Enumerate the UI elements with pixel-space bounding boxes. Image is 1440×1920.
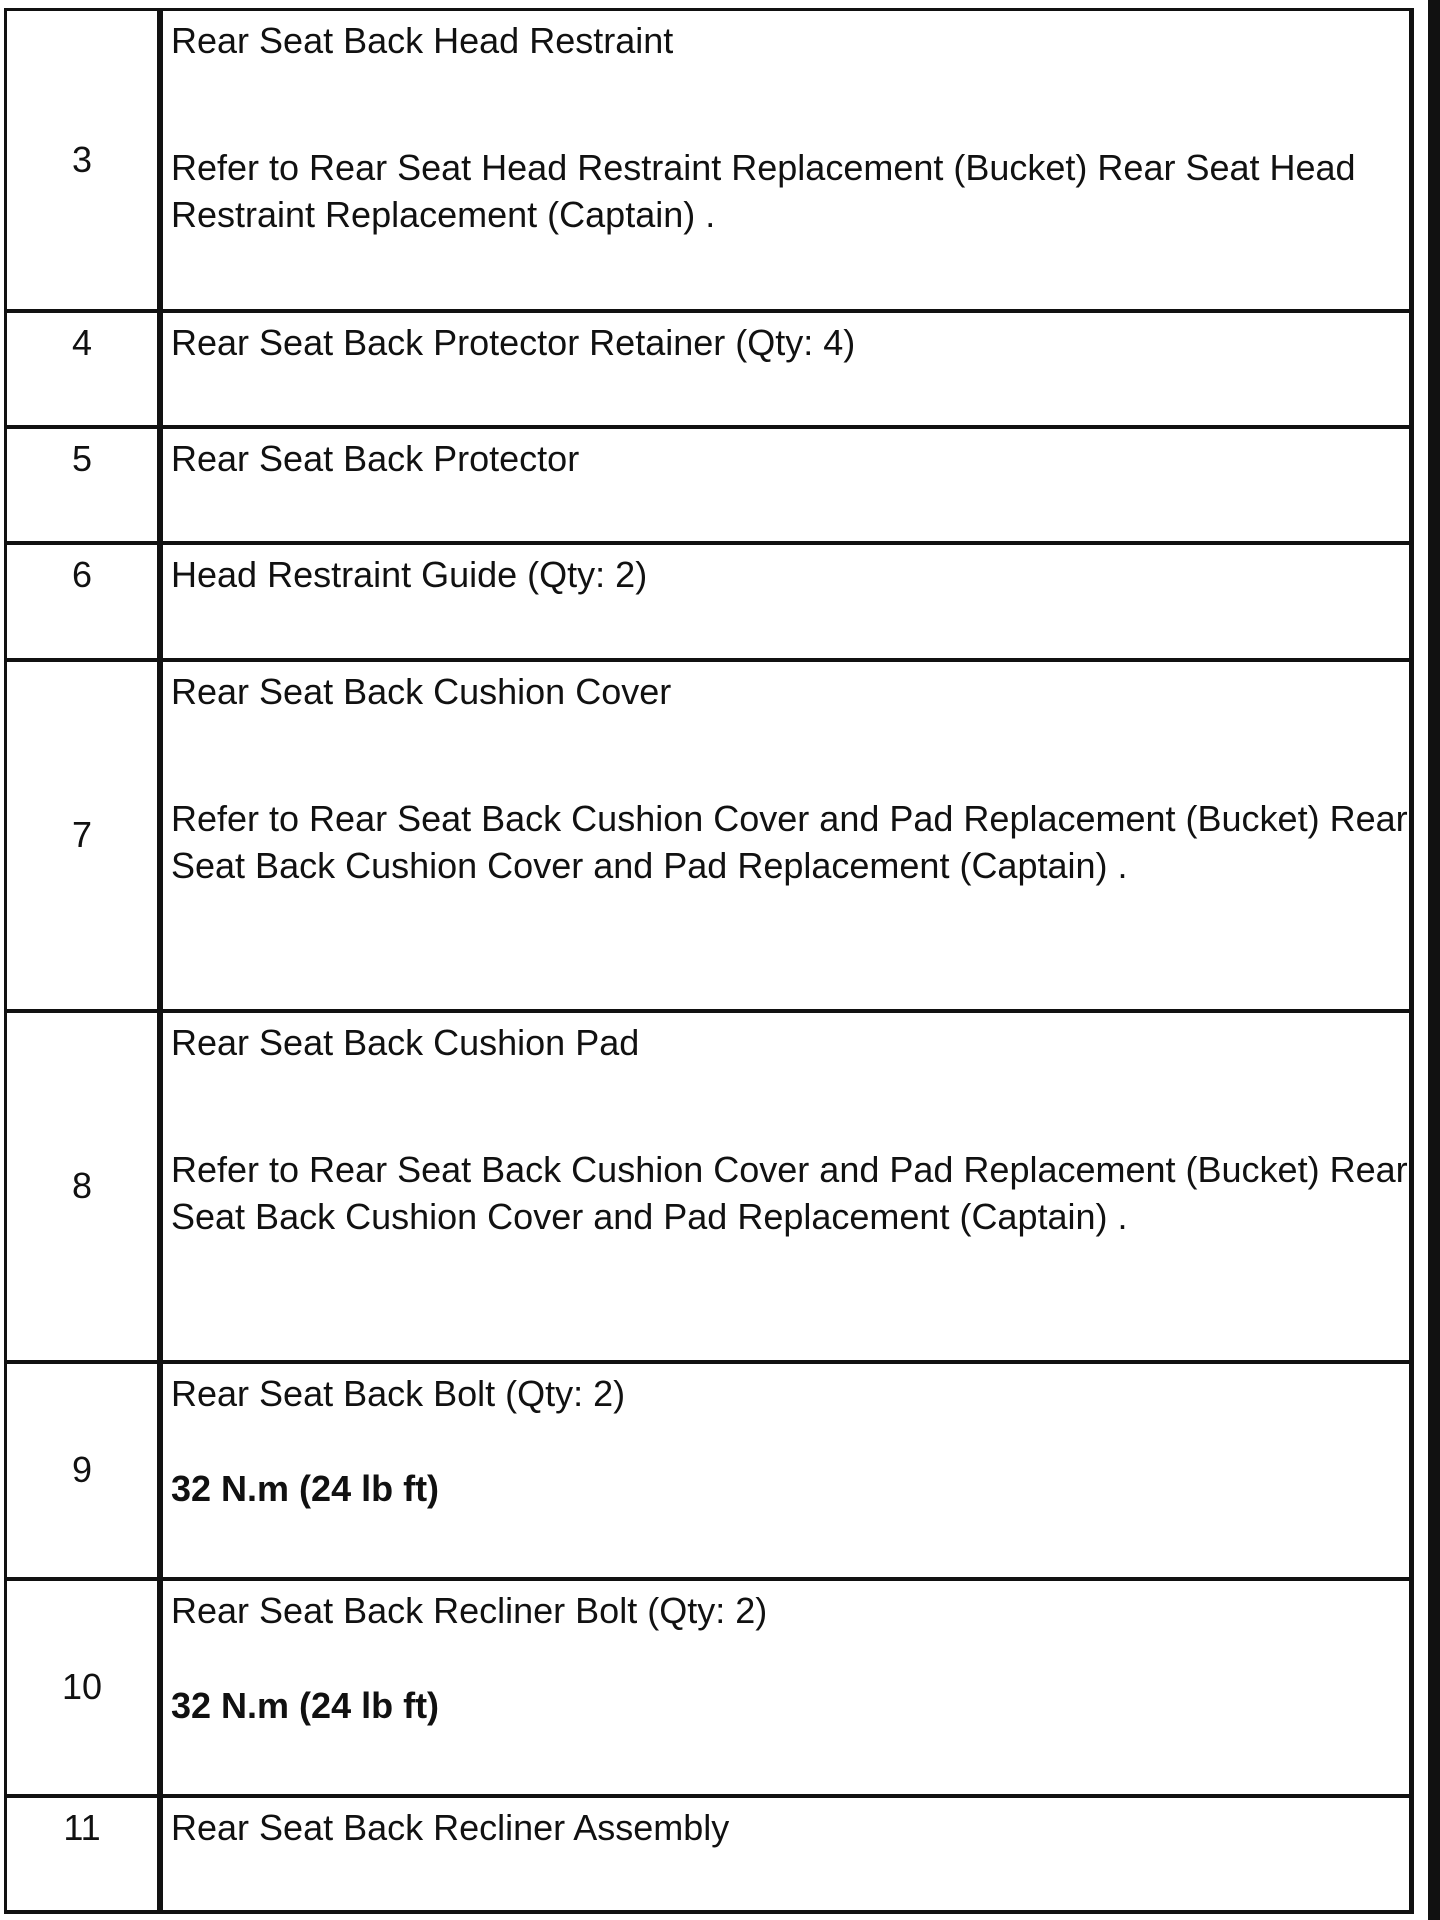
item-number: 4 bbox=[6, 311, 161, 427]
item-note: Refer to Rear Seat Head Restraint Replacement (Bucket) Rear Seat Head Restraint Replacement (Captain) . bbox=[171, 147, 1356, 235]
table-row bbox=[6, 311, 1412, 427]
item-title: Rear Seat Back Protector Retainer (Qty: 4) bbox=[171, 321, 856, 363]
table-row bbox=[6, 1011, 1412, 1362]
table-row bbox=[6, 1796, 1412, 1912]
parts-table bbox=[4, 8, 1414, 1914]
item-number: 8 bbox=[6, 1011, 161, 1362]
item-description bbox=[160, 10, 1412, 311]
item-number: 11 bbox=[6, 1796, 161, 1912]
table-row bbox=[6, 1579, 1412, 1796]
item-note: Refer to Rear Seat Back Cushion Cover and Pad Replacement (Bucket) Rear Seat Back Cushion Cover and Pad Replacement (Captain) . bbox=[171, 797, 1408, 886]
item-title: Rear Seat Back Bolt (Qty: 2) bbox=[171, 1373, 626, 1415]
item-title: Rear Seat Back Cushion Cover bbox=[171, 670, 672, 712]
page-edge-bar bbox=[1428, 0, 1440, 1920]
item-title: Head Restraint Guide (Qty: 2) bbox=[171, 554, 648, 596]
item-title: Rear Seat Back Head Restraint bbox=[171, 20, 674, 61]
item-description bbox=[160, 543, 1412, 659]
item-description bbox=[160, 1796, 1412, 1912]
torque-spec: 32 N.m (24 lb ft) bbox=[171, 1468, 440, 1510]
item-description bbox=[160, 311, 1412, 427]
item-description bbox=[160, 1011, 1412, 1362]
item-number: 10 bbox=[6, 1579, 161, 1796]
table-row bbox=[6, 1362, 1412, 1579]
table-row bbox=[6, 427, 1412, 543]
item-description bbox=[160, 427, 1412, 543]
table-row bbox=[6, 660, 1412, 1011]
item-number: 5 bbox=[6, 427, 161, 543]
item-number: 9 bbox=[6, 1362, 161, 1579]
item-description bbox=[160, 1579, 1412, 1796]
item-number: 6 bbox=[6, 543, 161, 659]
item-description bbox=[160, 660, 1412, 1011]
table-row bbox=[6, 10, 1412, 311]
item-number: 7 bbox=[6, 660, 161, 1011]
torque-spec: 32 N.m (24 lb ft) bbox=[171, 1684, 440, 1726]
item-number: 3 bbox=[6, 10, 161, 311]
item-title: Rear Seat Back Recliner Assembly bbox=[171, 1806, 730, 1848]
table-row bbox=[6, 543, 1412, 659]
item-description bbox=[160, 1362, 1412, 1579]
item-title: Rear Seat Back Cushion Pad bbox=[171, 1021, 640, 1063]
item-title: Rear Seat Back Protector bbox=[171, 437, 580, 479]
item-title: Rear Seat Back Recliner Bolt (Qty: 2) bbox=[171, 1589, 768, 1631]
item-note: Refer to Rear Seat Back Cushion Cover and Pad Replacement (Bucket) Rear Seat Back Cushion Cover and Pad Replacement (Captain) . bbox=[171, 1148, 1408, 1237]
